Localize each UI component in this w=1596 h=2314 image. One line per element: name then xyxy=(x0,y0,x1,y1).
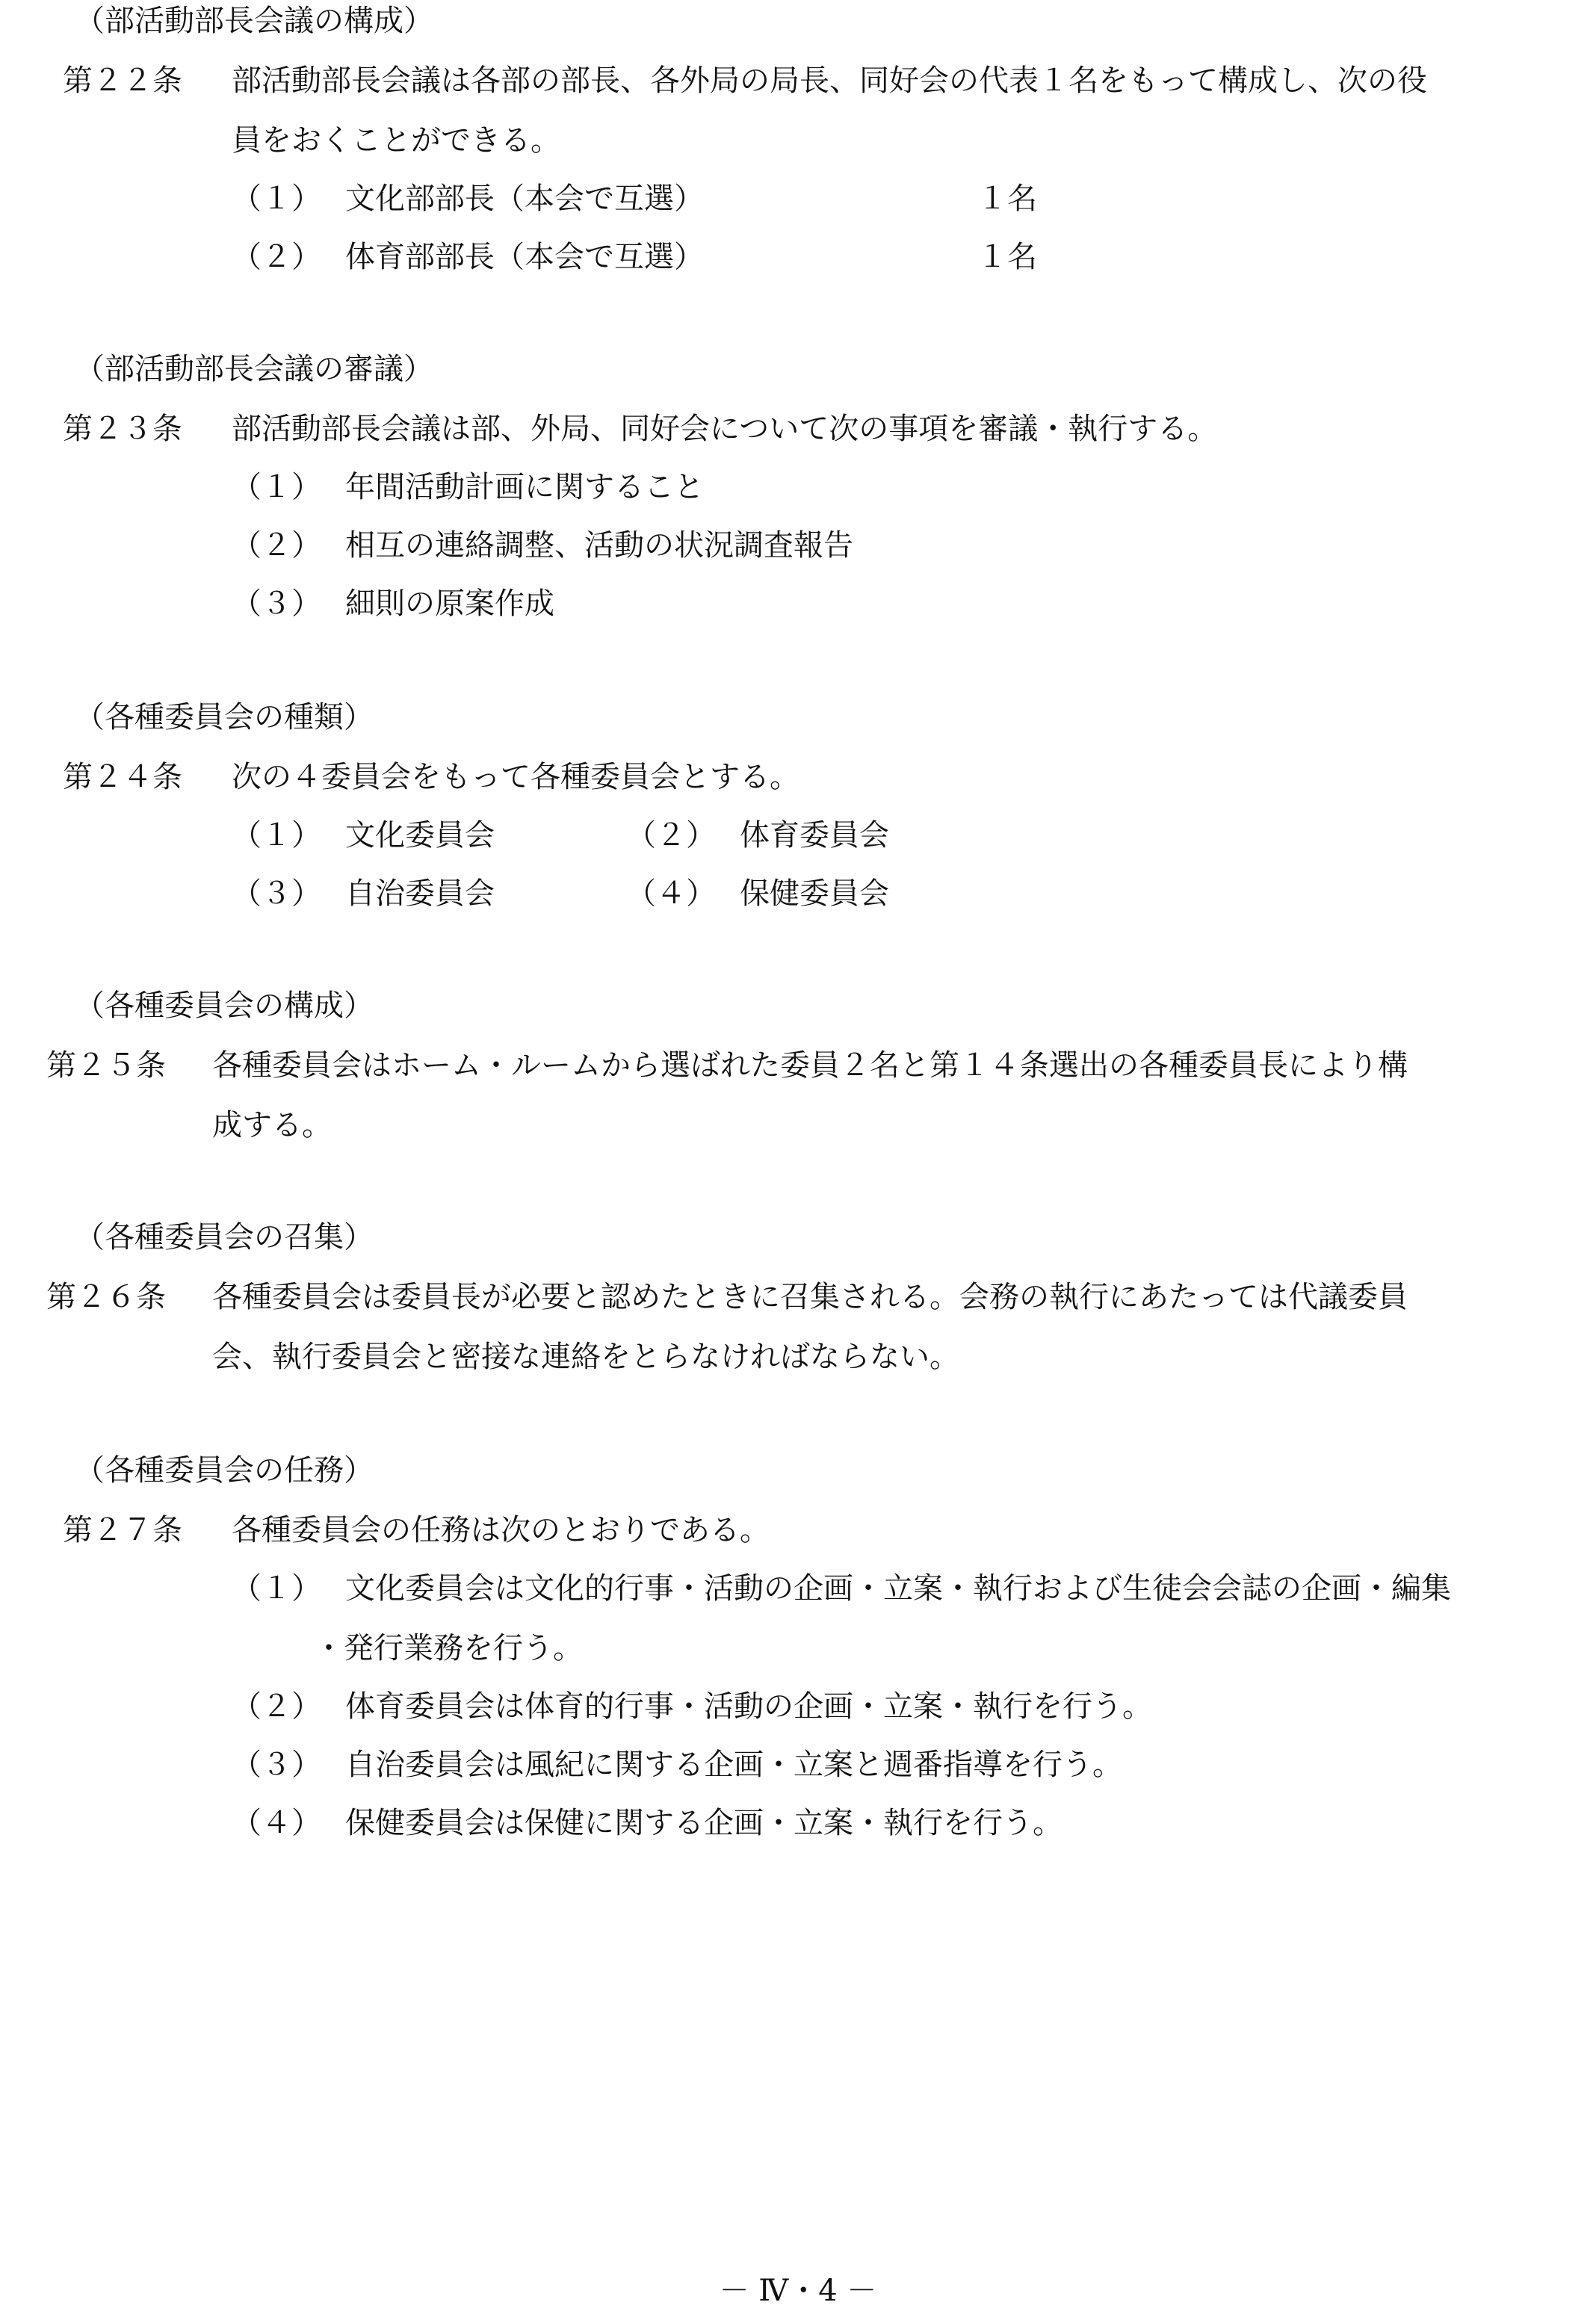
article-27-number: 第２７条 xyxy=(63,1513,182,1547)
article-26-heading: （各種委員会の召集） xyxy=(75,1220,374,1255)
article-27-item-2-text: 体育委員会は体育的行事・活動の企画・立案・執行を行う。 xyxy=(345,1689,1152,1724)
article-25-number: 第２５条 xyxy=(46,1048,166,1083)
article-23-text: 部活動部長会議は部、外局、同好会について次の事項を審議・執行する。 xyxy=(232,412,1218,446)
article-27-item-4-num: （４） xyxy=(232,1806,321,1840)
article-23-number: 第２３条 xyxy=(63,412,182,446)
article-27-item-1-text: 文化委員会は文化的行事・活動の企画・立案・執行および生徒会会誌の企画・編集 xyxy=(345,1571,1451,1606)
article-23-item-1-num: （１） xyxy=(232,470,321,504)
article-22-continuation: 員をおくことができる。 xyxy=(232,123,560,158)
article-24-item-4-text: 保健委員会 xyxy=(740,876,889,911)
article-24-heading: （各種委員会の種類） xyxy=(75,700,374,734)
article-24-item-2-num: （２） xyxy=(626,818,716,853)
article-26-number: 第２６条 xyxy=(46,1280,166,1314)
article-22-text: 部活動部長会議は各部の部長、各外局の局長、同好会の代表１名をもって構成し、次の役 xyxy=(232,64,1427,98)
article-22-item-2-num: （２） xyxy=(232,240,321,274)
article-22-item-1-count: １名 xyxy=(977,182,1037,216)
article-23-item-3-text: 細則の原案作成 xyxy=(345,587,554,621)
article-23-item-2-text: 相互の連絡調整、活動の状況調査報告 xyxy=(345,528,853,563)
article-26-continuation: 会、執行委員会と密接な連絡をとらなければならない。 xyxy=(212,1340,959,1374)
article-22-item-2-count: １名 xyxy=(977,240,1037,274)
article-27-item-4-text: 保健委員会は保健に関する企画・立案・執行を行う。 xyxy=(345,1806,1063,1840)
page-number: － Ⅳ・4 － xyxy=(719,2274,877,2308)
article-22-heading: （部活動部長会議の構成） xyxy=(75,4,433,38)
article-22-item-2-text: 体育部部長（本会で互選） xyxy=(345,240,704,274)
article-24-item-1-text: 文化委員会 xyxy=(345,818,495,853)
article-22-item-1-text: 文化部部長（本会で互選） xyxy=(345,182,704,216)
article-24-item-3-text: 自治委員会 xyxy=(345,876,495,911)
article-23-item-3-num: （３） xyxy=(232,587,321,621)
article-24-item-4-num: （４） xyxy=(626,876,716,911)
article-24-number: 第２４条 xyxy=(63,760,182,794)
article-25-continuation: 成する。 xyxy=(212,1108,332,1142)
article-27-item-1-num: （１） xyxy=(232,1571,321,1606)
article-27-heading: （各種委員会の任務） xyxy=(75,1453,374,1488)
article-27-item-1-continuation: ・発行業務を行う。 xyxy=(314,1631,583,1665)
article-24-item-2-text: 体育委員会 xyxy=(740,818,889,853)
article-24-text: 次の４委員会をもって各種委員会とする。 xyxy=(232,760,799,794)
article-26-text: 各種委員会は委員長が必要と認めたときに召集される。会務の執行にあたっては代議委員 xyxy=(212,1280,1408,1314)
article-23-item-2-num: （２） xyxy=(232,528,321,563)
article-27-item-3-text: 自治委員会は風紀に関する企画・立案と週番指導を行う。 xyxy=(345,1748,1122,1782)
article-22-item-1-num: （１） xyxy=(232,182,321,216)
article-25-heading: （各種委員会の構成） xyxy=(75,989,374,1023)
article-27-text: 各種委員会の任務は次のとおりである。 xyxy=(232,1513,770,1547)
article-27-item-2-num: （２） xyxy=(232,1689,321,1724)
article-23-heading: （部活動部長会議の審議） xyxy=(75,352,433,386)
article-24-item-1-num: （１） xyxy=(232,818,321,853)
article-24-item-3-num: （３） xyxy=(232,876,321,911)
article-23-item-1-text: 年間活動計画に関すること xyxy=(345,470,704,504)
article-25-text: 各種委員会はホーム・ルームから選ばれた委員２名と第１４条選出の各種委員長により構 xyxy=(212,1048,1408,1083)
article-22-number: 第２２条 xyxy=(63,64,182,98)
article-27-item-3-num: （３） xyxy=(232,1748,321,1782)
